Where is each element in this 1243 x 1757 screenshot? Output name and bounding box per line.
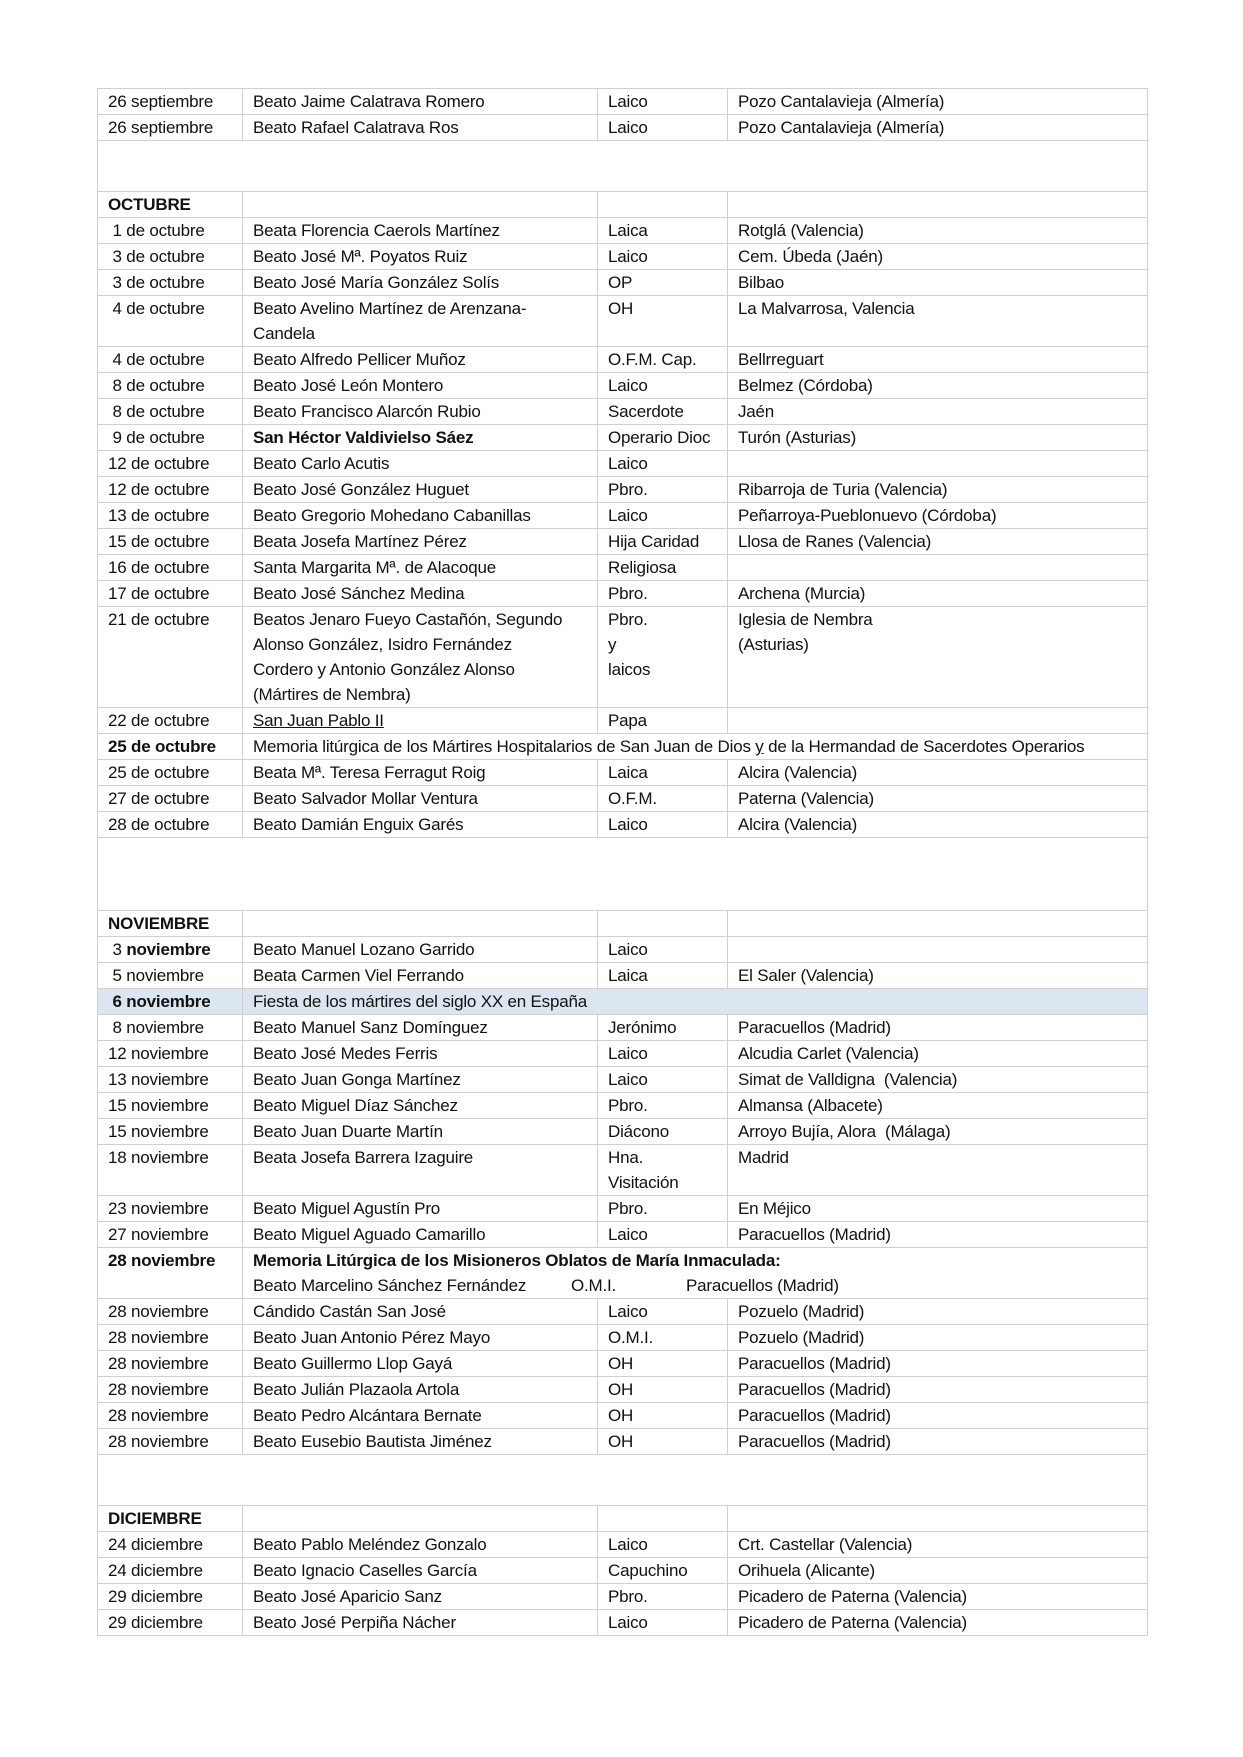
saint-name: Beato Jaime Calatrava Romero — [253, 92, 485, 111]
table-row — [98, 1145, 1148, 1196]
month-label: NOVIEMBRE — [98, 911, 243, 937]
table-row — [98, 244, 1148, 270]
name-cell — [243, 244, 598, 270]
place-cell: Simat de Valldigna (Valencia) — [728, 1067, 1148, 1093]
saint-name: San Juan Pablo II — [253, 711, 384, 730]
saint-name: Beato José Aparicio Sanz — [253, 1587, 442, 1606]
name-cell — [243, 477, 598, 503]
table-row — [98, 963, 1148, 989]
memorial-text-cell — [243, 1248, 1148, 1299]
type-cell: Laico — [598, 115, 728, 141]
name-cell — [243, 555, 598, 581]
saint-name: Beato Marcelino Sánchez Fernández — [253, 1276, 527, 1295]
date-cell: 12 de octubre — [98, 477, 243, 503]
saint-name: Beato José María González Solís — [253, 273, 500, 292]
date-cell: 3 de octubre — [98, 270, 243, 296]
place-cell: Alcira (Valencia) — [728, 760, 1148, 786]
spacer-row — [98, 141, 1148, 192]
place-cell: Pozuelo (Madrid) — [728, 1325, 1148, 1351]
name-cell — [243, 503, 598, 529]
table-row — [98, 218, 1148, 244]
table-row — [98, 503, 1148, 529]
type-cell: Laica — [598, 760, 728, 786]
saint-name: Beato Salvador Mollar Ventura — [253, 789, 478, 808]
type-cell: Sacerdote — [598, 399, 728, 425]
memorial-row — [98, 1248, 1148, 1299]
saint-name: Beata Josefa Martínez Pérez — [253, 532, 467, 551]
name-cell — [243, 347, 598, 373]
type-label: O.M.I. — [571, 1276, 617, 1295]
spacer-cell — [98, 1455, 1148, 1506]
name-cell — [243, 581, 598, 607]
saint-name: Beato José León Montero — [253, 376, 444, 395]
table-row — [98, 607, 1148, 708]
saint-name: Beato Guillermo Llop Gayá — [253, 1354, 453, 1373]
date-cell: 13 de octubre — [98, 503, 243, 529]
name-cell — [243, 1584, 598, 1610]
empty-cell — [243, 192, 598, 218]
saints-calendar-table — [97, 88, 1148, 1636]
table-row — [98, 581, 1148, 607]
month-header-row — [98, 911, 1148, 937]
type-cell: Laico — [598, 1610, 728, 1636]
empty-cell — [598, 911, 728, 937]
type-cell: Operario Dioc — [598, 425, 728, 451]
name-cell — [243, 1299, 598, 1325]
saint-name: Beato Damián Enguix Garés — [253, 815, 464, 834]
table-row — [98, 1067, 1148, 1093]
table-row — [98, 1299, 1148, 1325]
name-cell — [243, 1015, 598, 1041]
table-row — [98, 1015, 1148, 1041]
date-cell: 25 de octubre — [98, 734, 243, 760]
place-cell: Rotglá (Valencia) — [728, 218, 1148, 244]
name-cell — [243, 115, 598, 141]
table-row — [98, 1093, 1148, 1119]
date-cell: 15 noviembre — [98, 1093, 243, 1119]
spacer-row — [98, 1455, 1148, 1506]
saint-name: Beata Florencia Caerols Martínez — [253, 221, 500, 240]
place-cell: Peñarroya-Pueblonuevo (Córdoba) — [728, 503, 1148, 529]
date-cell: 3 de octubre — [98, 244, 243, 270]
table-row — [98, 1196, 1148, 1222]
memorial-row — [98, 734, 1148, 760]
table-row — [98, 1558, 1148, 1584]
name-cell — [243, 1610, 598, 1636]
place-cell: El Saler (Valencia) — [728, 963, 1148, 989]
type-cell: Laico — [598, 1222, 728, 1248]
memorial-text-b: de la Hermandad de Sacerdotes Operarios — [763, 737, 1085, 756]
name-cell — [243, 1351, 598, 1377]
type-cell: Pbro. y laicos — [598, 607, 728, 708]
place-cell: Jaén — [728, 399, 1148, 425]
memorial-title: Memoria Litúrgica de los Misioneros Oblatos de María Inmaculada: — [253, 1251, 781, 1270]
spacer-row — [98, 838, 1148, 911]
table-row — [98, 347, 1148, 373]
table-row — [98, 1222, 1148, 1248]
date-cell: 4 de octubre — [98, 296, 243, 347]
place-cell: Pozuelo (Madrid) — [728, 1299, 1148, 1325]
type-cell: O.M.I. — [598, 1325, 728, 1351]
name-cell — [243, 425, 598, 451]
place-cell: Paracuellos (Madrid) — [728, 1222, 1148, 1248]
place-cell — [728, 937, 1148, 963]
memorial-text-a: Memoria litúrgica de los Mártires Hospitalarios de San Juan de Dios — [253, 737, 756, 756]
date-cell: 23 noviembre — [98, 1196, 243, 1222]
date-cell: 25 de octubre — [98, 760, 243, 786]
month-header-row — [98, 192, 1148, 218]
date-cell: 28 noviembre — [98, 1351, 243, 1377]
table-row — [98, 89, 1148, 115]
saint-name: Beato Francisco Alarcón Rubio — [253, 402, 481, 421]
saint-name: Beato Manuel Lozano Garrido — [253, 940, 475, 959]
name-cell — [243, 1093, 598, 1119]
place-cell: La Malvarrosa, Valencia — [728, 296, 1148, 347]
date-cell: 12 noviembre — [98, 1041, 243, 1067]
name-cell — [243, 1325, 598, 1351]
date-cell: 28 noviembre — [98, 1248, 243, 1299]
name-cell — [243, 760, 598, 786]
place-cell: Paracuellos (Madrid) — [728, 1403, 1148, 1429]
type-cell: Laico — [598, 244, 728, 270]
type-cell: Laico — [598, 937, 728, 963]
name-cell — [243, 1196, 598, 1222]
type-cell: Pbro. — [598, 1196, 728, 1222]
place-cell — [728, 555, 1148, 581]
type-cell: Pbro. — [598, 1093, 728, 1119]
date-cell: 28 noviembre — [98, 1325, 243, 1351]
table-row — [98, 477, 1148, 503]
saint-name: Beato Alfredo Pellicer Muñoz — [253, 350, 466, 369]
table-row — [98, 115, 1148, 141]
table-row — [98, 937, 1148, 963]
place-cell: Cem. Úbeda (Jaén) — [728, 244, 1148, 270]
type-cell: Pbro. — [598, 1584, 728, 1610]
type-cell: Jerónimo — [598, 1015, 728, 1041]
empty-cell — [728, 911, 1148, 937]
date-cell: 8 de octubre — [98, 399, 243, 425]
saint-name: Beato Gregorio Mohedano Cabanillas — [253, 506, 531, 525]
empty-cell — [728, 1506, 1148, 1532]
date-cell: 27 de octubre — [98, 786, 243, 812]
date-cell: 24 diciembre — [98, 1558, 243, 1584]
saint-name: Beata Carmen Viel Ferrando — [253, 966, 464, 985]
date-cell — [98, 937, 243, 963]
name-cell — [243, 296, 598, 347]
name-cell — [243, 963, 598, 989]
name-cell — [243, 451, 598, 477]
date-cell: 12 de octubre — [98, 451, 243, 477]
type-cell: Laico — [598, 89, 728, 115]
date-cell: 18 noviembre — [98, 1145, 243, 1196]
type-cell: Laico — [598, 1532, 728, 1558]
date-cell: 4 de octubre — [98, 347, 243, 373]
table-row — [98, 270, 1148, 296]
saint-name: Cándido Castán San José — [253, 1302, 446, 1321]
name-cell — [243, 1403, 598, 1429]
date-cell: 27 noviembre — [98, 1222, 243, 1248]
place-cell: Archena (Murcia) — [728, 581, 1148, 607]
place-cell: Picadero de Paterna (Valencia) — [728, 1584, 1148, 1610]
type-cell: Capuchino — [598, 1558, 728, 1584]
type-cell: Laico — [598, 373, 728, 399]
place-cell: Arroyo Bujía, Alora (Málaga) — [728, 1119, 1148, 1145]
table-row — [98, 1532, 1148, 1558]
table-row — [98, 296, 1148, 347]
date-cell: 15 noviembre — [98, 1119, 243, 1145]
date-cell: 6 noviembre — [98, 989, 243, 1015]
table-row — [98, 812, 1148, 838]
type-cell: Pbro. — [598, 477, 728, 503]
saint-name: San Héctor Valdivielso Sáez — [253, 428, 474, 447]
table-row — [98, 708, 1148, 734]
memorial-text-cell — [243, 734, 1148, 760]
table-row — [98, 399, 1148, 425]
type-cell: Religiosa — [598, 555, 728, 581]
type-cell: O.F.M. Cap. — [598, 347, 728, 373]
saint-name: Beato Miguel Díaz Sánchez — [253, 1096, 458, 1115]
name-cell — [243, 607, 598, 708]
name-cell — [243, 1145, 598, 1196]
name-cell — [243, 1041, 598, 1067]
saint-name: Beato Avelino Martínez de Arenzana- Candela — [253, 299, 527, 343]
type-cell: OH — [598, 1351, 728, 1377]
type-cell: Laico — [598, 1299, 728, 1325]
name-cell — [243, 529, 598, 555]
place-cell: Paracuellos (Madrid) — [728, 1015, 1148, 1041]
date-month: noviembre — [126, 940, 211, 959]
type-cell: Papa — [598, 708, 728, 734]
type-cell: OH — [598, 1377, 728, 1403]
place-cell: Madrid — [728, 1145, 1148, 1196]
type-cell: Laica — [598, 218, 728, 244]
type-cell: Laico — [598, 812, 728, 838]
saint-name: Beatos Jenaro Fueyo Castañón, Segundo Alonso González, Isidro Fernández Cordero y Antonio González Alonso (Mártires de Nembra) — [253, 610, 563, 704]
place-cell — [728, 451, 1148, 477]
saint-name: Santa Margarita Mª. de Alacoque — [253, 558, 496, 577]
type-cell: O.F.M. — [598, 786, 728, 812]
name-cell — [243, 708, 598, 734]
type-cell: Laico — [598, 1067, 728, 1093]
table-row — [98, 555, 1148, 581]
saint-name: Beato Miguel Agustín Pro — [253, 1199, 441, 1218]
table-row — [98, 1429, 1148, 1455]
table-row — [98, 1403, 1148, 1429]
feast-text-cell: Fiesta de los mártires del siglo XX en España — [243, 989, 1148, 1015]
table-row — [98, 1377, 1148, 1403]
type-cell: Laico — [598, 503, 728, 529]
table-row — [98, 1119, 1148, 1145]
saint-name: Beato José González Huguet — [253, 480, 469, 499]
name-cell — [243, 373, 598, 399]
name-cell — [243, 1532, 598, 1558]
name-cell — [243, 1222, 598, 1248]
saint-name: Beato José Sánchez Medina — [253, 584, 465, 603]
place-cell: Paterna (Valencia) — [728, 786, 1148, 812]
date-cell: 9 de octubre — [98, 425, 243, 451]
date-cell: 28 de octubre — [98, 812, 243, 838]
empty-cell — [598, 192, 728, 218]
type-cell: Pbro. — [598, 581, 728, 607]
saint-name: Beato Rafael Calatrava Ros — [253, 118, 459, 137]
place-cell: Alcudia Carlet (Valencia) — [728, 1041, 1148, 1067]
place-label: Paracuellos (Madrid) — [686, 1276, 839, 1295]
place-cell: Llosa de Ranes (Valencia) — [728, 529, 1148, 555]
table-row — [98, 451, 1148, 477]
name-cell — [243, 1377, 598, 1403]
saint-name: Beata Josefa Barrera Izaguire — [253, 1148, 474, 1167]
saint-name: Beato José Medes Ferris — [253, 1044, 438, 1063]
saint-name: Beato Miguel Aguado Camarillo — [253, 1225, 486, 1244]
table-row — [98, 786, 1148, 812]
date-cell: 28 noviembre — [98, 1377, 243, 1403]
name-cell — [243, 937, 598, 963]
place-cell: Bellrreguart — [728, 347, 1148, 373]
type-cell: Hna. Visitación — [598, 1145, 728, 1196]
type-cell: OH — [598, 1429, 728, 1455]
table-row — [98, 760, 1148, 786]
date-cell: 17 de octubre — [98, 581, 243, 607]
table-row — [98, 1351, 1148, 1377]
date-number: 3 — [108, 940, 127, 959]
saint-name: Beato Juan Duarte Martín — [253, 1122, 443, 1141]
place-cell: Paracuellos (Madrid) — [728, 1429, 1148, 1455]
type-cell: Hija Caridad — [598, 529, 728, 555]
type-cell: Laico — [598, 451, 728, 477]
empty-cell — [243, 911, 598, 937]
table-row — [98, 373, 1148, 399]
date-cell: 29 diciembre — [98, 1610, 243, 1636]
place-cell: Picadero de Paterna (Valencia) — [728, 1610, 1148, 1636]
place-cell: Pozo Cantalavieja (Almería) — [728, 115, 1148, 141]
saint-name: Beato Pablo Meléndez Gonzalo — [253, 1535, 487, 1554]
saint-name: Beato Carlo Acutis — [253, 454, 390, 473]
date-cell: 28 noviembre — [98, 1429, 243, 1455]
saint-name: Beato Julián Plazaola Artola — [253, 1380, 460, 1399]
place-cell: Ribarroja de Turia (Valencia) — [728, 477, 1148, 503]
place-cell: En Méjico — [728, 1196, 1148, 1222]
name-cell — [243, 270, 598, 296]
place-cell: Bilbao — [728, 270, 1148, 296]
empty-cell — [243, 1506, 598, 1532]
memorial-text-underlined: y — [755, 737, 764, 756]
memorial-subentry — [253, 1273, 1143, 1298]
spacer-cell — [98, 838, 1148, 911]
date-cell: 16 de octubre — [98, 555, 243, 581]
month-label: OCTUBRE — [98, 192, 243, 218]
date-cell: 21 de octubre — [98, 607, 243, 708]
date-cell: 29 diciembre — [98, 1584, 243, 1610]
date-cell: 28 noviembre — [98, 1403, 243, 1429]
name-cell — [243, 399, 598, 425]
place-cell: Pozo Cantalavieja (Almería) — [728, 89, 1148, 115]
empty-cell — [728, 192, 1148, 218]
date-cell: 24 diciembre — [98, 1532, 243, 1558]
date-cell: 8 noviembre — [98, 1015, 243, 1041]
saint-name: Beato Manuel Sanz Domínguez — [253, 1018, 488, 1037]
place-cell: Almansa (Albacete) — [728, 1093, 1148, 1119]
name-cell — [243, 786, 598, 812]
saint-name: Beata Mª. Teresa Ferragut Roig — [253, 763, 486, 782]
name-cell — [243, 218, 598, 244]
saint-name: Beato Pedro Alcántara Bernate — [253, 1406, 482, 1425]
table-row — [98, 1041, 1148, 1067]
place-cell: Iglesia de Nembra (Asturias) — [728, 607, 1148, 708]
table-body — [98, 89, 1148, 1636]
name-cell — [243, 1119, 598, 1145]
saint-name: Beato Juan Antonio Pérez Mayo — [253, 1328, 491, 1347]
empty-cell — [598, 1506, 728, 1532]
name-cell — [243, 89, 598, 115]
type-cell: Diácono — [598, 1119, 728, 1145]
saint-name: Beato Ignacio Caselles García — [253, 1561, 477, 1580]
date-cell: 15 de octubre — [98, 529, 243, 555]
place-cell — [728, 708, 1148, 734]
name-cell — [243, 1429, 598, 1455]
saint-name: Beato Juan Gonga Martínez — [253, 1070, 461, 1089]
saint-name: Beato José Perpiña Nácher — [253, 1613, 456, 1632]
saint-name: Beato Eusebio Bautista Jiménez — [253, 1432, 492, 1451]
saint-name: Beato José Mª. Poyatos Ruiz — [253, 247, 468, 266]
table-row — [98, 1325, 1148, 1351]
table-row — [98, 425, 1148, 451]
place-cell: Alcira (Valencia) — [728, 812, 1148, 838]
date-cell: 26 septiembre — [98, 115, 243, 141]
place-cell: Belmez (Córdoba) — [728, 373, 1148, 399]
place-cell: Paracuellos (Madrid) — [728, 1351, 1148, 1377]
table-row — [98, 529, 1148, 555]
place-cell: Paracuellos (Madrid) — [728, 1377, 1148, 1403]
type-cell: OP — [598, 270, 728, 296]
type-cell: OH — [598, 296, 728, 347]
place-cell: Crt. Castellar (Valencia) — [728, 1532, 1148, 1558]
date-cell: 1 de octubre — [98, 218, 243, 244]
type-cell: Laica — [598, 963, 728, 989]
name-cell — [243, 1558, 598, 1584]
type-cell: OH — [598, 1403, 728, 1429]
date-cell: 22 de octubre — [98, 708, 243, 734]
place-cell: Turón (Asturias) — [728, 425, 1148, 451]
table-row — [98, 1584, 1148, 1610]
date-cell: 13 noviembre — [98, 1067, 243, 1093]
feast-row — [98, 989, 1148, 1015]
spacer-cell — [98, 141, 1148, 192]
month-header-row — [98, 1506, 1148, 1532]
date-cell: 5 noviembre — [98, 963, 243, 989]
month-label: DICIEMBRE — [98, 1506, 243, 1532]
type-cell: Laico — [598, 1041, 728, 1067]
place-cell: Orihuela (Alicante) — [728, 1558, 1148, 1584]
table-row — [98, 1610, 1148, 1636]
name-cell — [243, 1067, 598, 1093]
date-cell: 28 noviembre — [98, 1299, 243, 1325]
date-cell: 26 septiembre — [98, 89, 243, 115]
date-cell: 8 de octubre — [98, 373, 243, 399]
name-cell — [243, 812, 598, 838]
